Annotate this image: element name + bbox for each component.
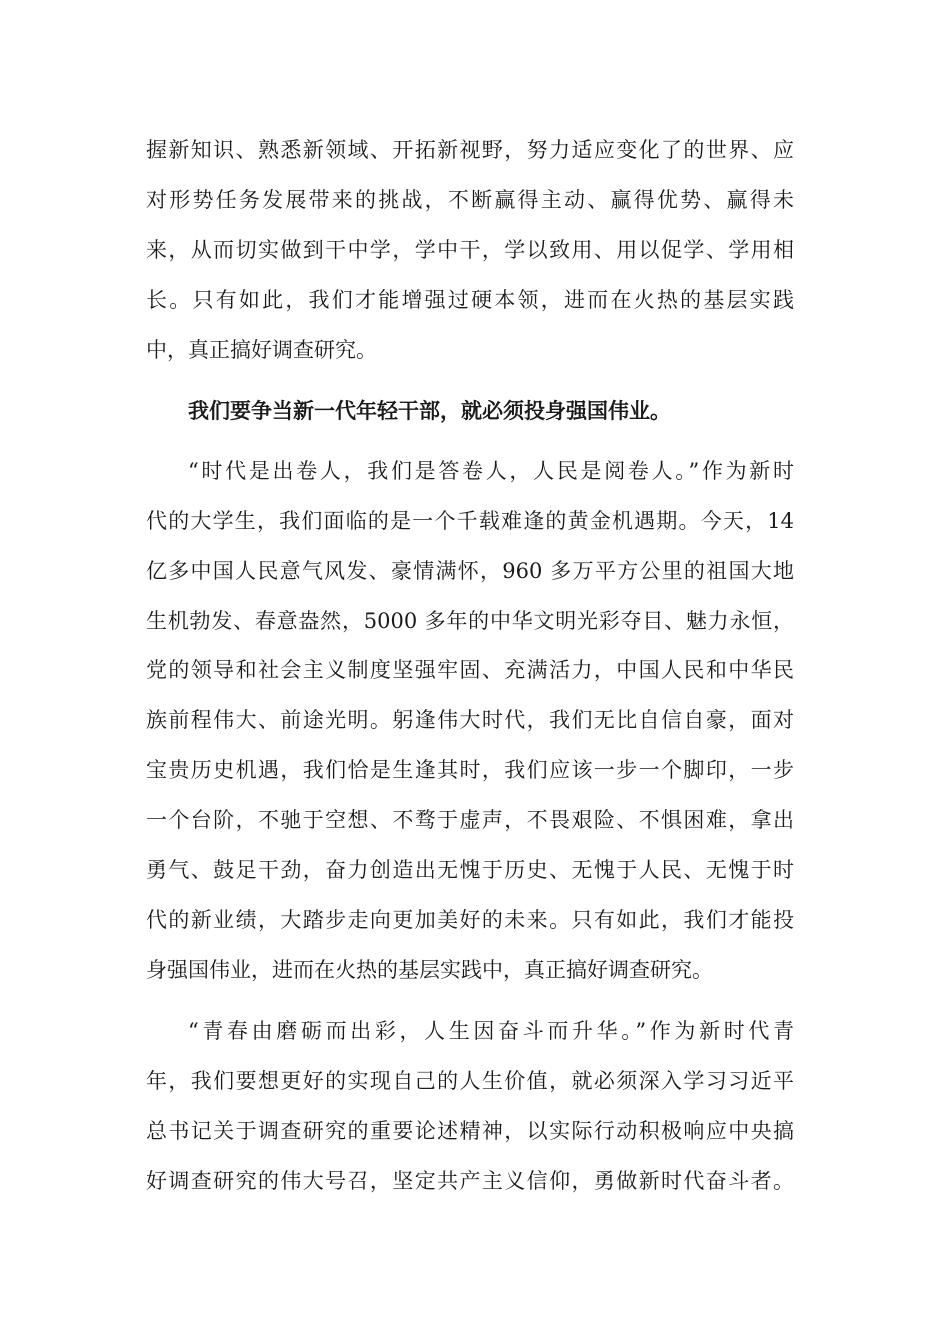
paragraph-line: “时代是出卷人，我们是答卷人，人民是阅卷人。”作为新时 bbox=[188, 459, 794, 483]
paragraph-line: 亿多中国人民意气风发、豪情满怀，960 多万平方公里的祖国大地 bbox=[146, 559, 794, 583]
paragraph-line: 来，从而切实做到干中学，学中干，学以致用、用以促学、学用相 bbox=[146, 238, 794, 262]
paragraph-line: 好调查研究的伟大号召，坚定共产主义信仰，勇做新时代奋斗者。 bbox=[146, 1169, 794, 1193]
paragraph-line: 代的大学生，我们面临的是一个千载难逢的黄金机遇期。今天，14 bbox=[146, 509, 794, 533]
paragraph-line: 宝贵历史机遇，我们恰是生逢其时，我们应该一步一个脚印，一步 bbox=[146, 758, 794, 782]
section-heading: 我们要争当新一代年轻干部，就必须投身强国伟业。 bbox=[188, 398, 671, 423]
paragraph-line: 勇气、鼓足干劲，奋力创造出无愧于历史、无愧于人民、无愧于时 bbox=[146, 858, 794, 882]
paragraph-line: 族前程伟大、前途光明。躬逢伟大时代，我们无比自信自豪，面对 bbox=[146, 708, 794, 732]
paragraph-line: 对形势任务发展带来的挑战，不断赢得主动、赢得优势、赢得未 bbox=[146, 188, 794, 212]
paragraph-line: 党的领导和社会主义制度坚强牢固、充满活力，中国人民和中华民 bbox=[146, 658, 794, 682]
paragraph-line: 代的新业绩，大踏步走向更加美好的未来。只有如此，我们才能投 bbox=[146, 908, 794, 932]
paragraph-line: 一个台阶，不驰于空想、不骛于虚声，不畏艰险、不惧困难，拿出 bbox=[146, 808, 794, 832]
paragraph-line: 中，真正搞好调查研究。 bbox=[146, 338, 377, 362]
paragraph-line: 年，我们要想更好的实现自己的人生价值，就必须深入学习习近平 bbox=[146, 1069, 794, 1093]
paragraph-line: 握新知识、熟悉新领域、开拓新视野，努力适应变化了的世界、应 bbox=[146, 138, 794, 162]
paragraph-line: 长。只有如此，我们才能增强过硬本领，进而在火热的基层实践 bbox=[146, 288, 794, 312]
paragraph-line: 生机勃发、春意盎然，5000 多年的中华文明光彩夺目、魅力永恒， bbox=[146, 609, 794, 633]
paragraph-line: 总书记关于调查研究的重要论述精神，以实际行动积极响应中央搞 bbox=[146, 1119, 794, 1143]
paragraph-line: “青春由磨砺而出彩，人生因奋斗而升华。”作为新时代青 bbox=[188, 1019, 794, 1043]
paragraph-line: 身强国伟业，进而在火热的基层实践中，真正搞好调查研究。 bbox=[146, 958, 713, 982]
